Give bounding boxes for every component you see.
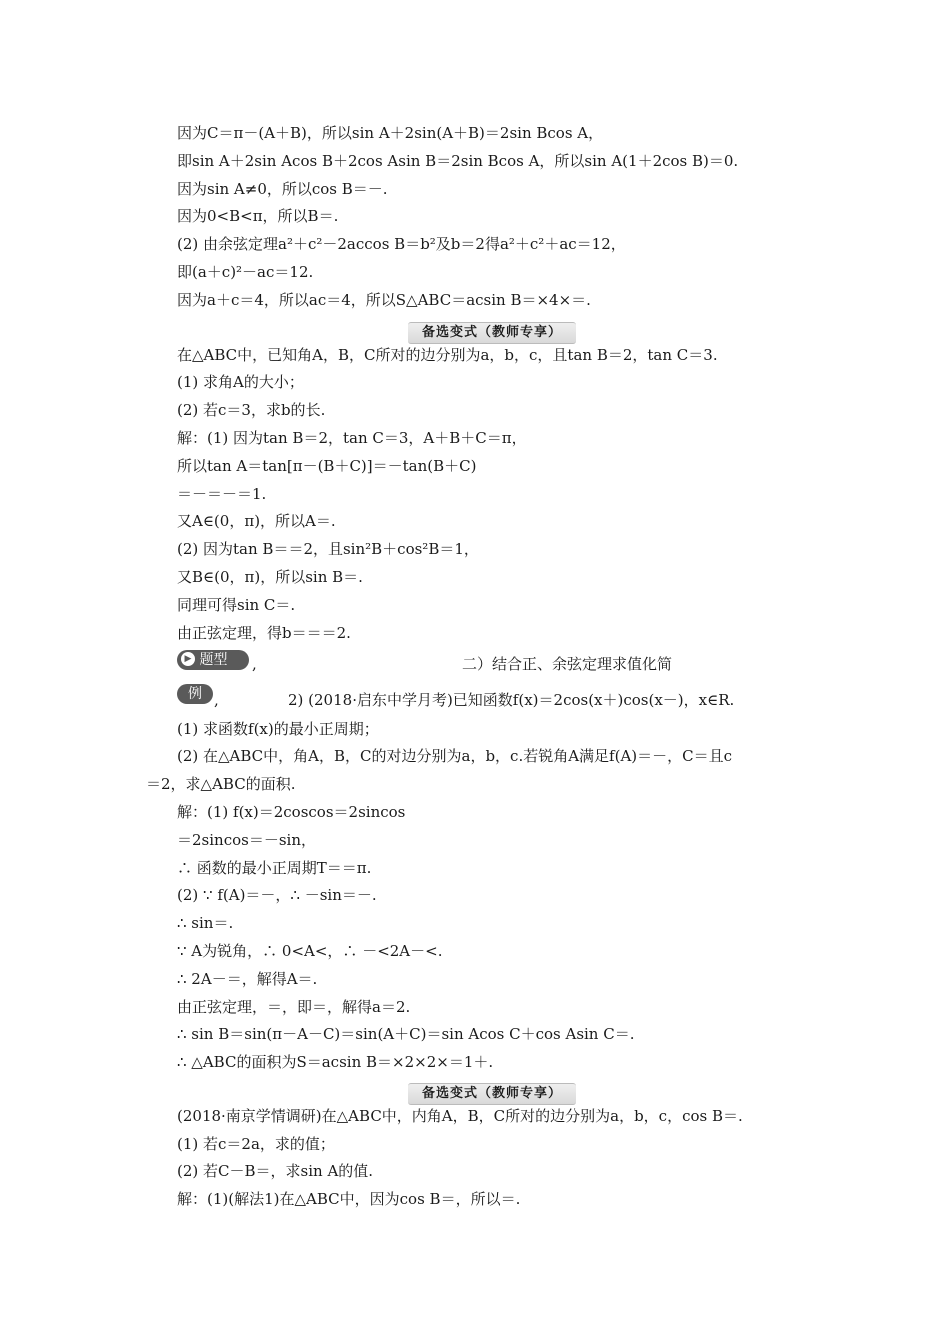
text-line: (2) 在△ABC中，角A，B，C的对边分别为a，b，c.若锐角A满足f(A)＝－，C＝且c (177, 747, 733, 765)
text-line: 又B∈(0，π)，所以sin B＝. (177, 568, 363, 586)
text-line: (1) 求角A的大小； (177, 373, 304, 391)
text-line: (2) 由余弦定理a²＋c²－2accos B＝b²及b＝2得a²＋c²＋ac＝12， (177, 235, 626, 253)
text-line: 由正弦定理，得b＝＝＝2. (177, 624, 351, 642)
text-line: ∴ 函数的最小正周期T＝＝π. (177, 859, 372, 877)
text-line: (1) 求函数f(x)的最小正周期； (177, 720, 379, 738)
text-line: 解：(1) 因为tan B＝2，tan C＝3，A＋B＋C＝π， (177, 429, 527, 447)
topic-title: 二）结合正、余弦定理求值化简 (462, 655, 673, 673)
text-line: ∴ sin＝. (177, 914, 234, 932)
text-line: (2) 若C－B＝，求sin A的值. (177, 1162, 374, 1180)
text-line: (1) 若c＝2a，求的值； (177, 1135, 335, 1153)
text-line: ＝－＝－＝1. (177, 485, 267, 503)
question-type-badge (177, 650, 249, 670)
punctuation: , (214, 691, 219, 709)
text-line: ∴ △ABC的面积为S＝acsin B＝×2×2×＝1＋. (177, 1053, 494, 1071)
text-line: 解：(1) f(x)＝2coscos＝2sincos (177, 803, 406, 821)
section-band-teacher-variant: 备选变式（教师专享） (408, 1083, 576, 1105)
text-line: 即sin A＋2sin Acos B＋2cos Asin B＝2sin Bcos A，所以sin A(1＋2cos B)＝0. (177, 152, 739, 170)
text-line: ＝2sincos＝－sin， (177, 831, 316, 849)
text-line: 因为0<B<π，所以B＝. (177, 207, 339, 225)
text-line: 因为sin A≠0，所以cos B＝－. (177, 180, 388, 198)
text-line: ＝2，求△ABC的面积. (146, 775, 296, 793)
text-line: 在△ABC中，已知角A，B，C所对的边分别为a，b，c，且tan B＝2，tan C＝3. (177, 346, 718, 364)
text-line: 解：(1)(解法1)在△ABC中，因为cos B＝，所以＝. (177, 1190, 521, 1208)
text-line: (2) 若c＝3，求b的长. (177, 401, 326, 419)
text-line: 同理可得sin C＝. (177, 596, 296, 614)
text-line: (2) ∵ f(A)＝－，∴ －sin＝－. (177, 886, 377, 904)
example-statement: 2) (2018·启东中学月考)已知函数f(x)＝2cos(x＋)cos(x－)，x∈R. (288, 691, 735, 709)
question-type-label: 题型 (199, 652, 228, 668)
play-arrow-icon: ▶ (181, 652, 195, 666)
example-badge: 例 (177, 684, 213, 704)
text-line: ∴ 2A－＝，解得A＝. (177, 970, 318, 988)
text-line: ∵ A为锐角，∴ 0<A<，∴ －<2A－<. (177, 942, 443, 960)
punctuation: , (252, 655, 257, 673)
text-line: 又A∈(0，π)，所以A＝. (177, 512, 336, 530)
text-line: 因为C＝π－(A＋B)，所以sin A＋2sin(A＋B)＝2sin Bcos A， (177, 124, 604, 142)
text-line: (2018·南京学情调研)在△ABC中，内角A，B，C所对的边分别为a，b，c，cos B＝. (177, 1107, 743, 1125)
section-band-teacher-variant: 备选变式（教师专享） (408, 322, 576, 344)
text-line: 所以tan A＝tan[π－(B＋C)]＝－tan(B＋C) (177, 457, 477, 475)
text-line: (2) 因为tan B＝＝2，且sin²B＋cos²B＝1， (177, 540, 479, 558)
text-line: 因为a＋c＝4，所以ac＝4，所以S△ABC＝acsin B＝×4×＝. (177, 291, 591, 309)
text-line: 由正弦定理，＝，即＝，解得a＝2. (177, 998, 411, 1016)
text-line: 即(a＋c)²－ac＝12. (177, 263, 314, 281)
text-line: ∴ sin B＝sin(π－A－C)＝sin(A＋C)＝sin Acos C＋cos Asin C＝. (177, 1025, 635, 1043)
